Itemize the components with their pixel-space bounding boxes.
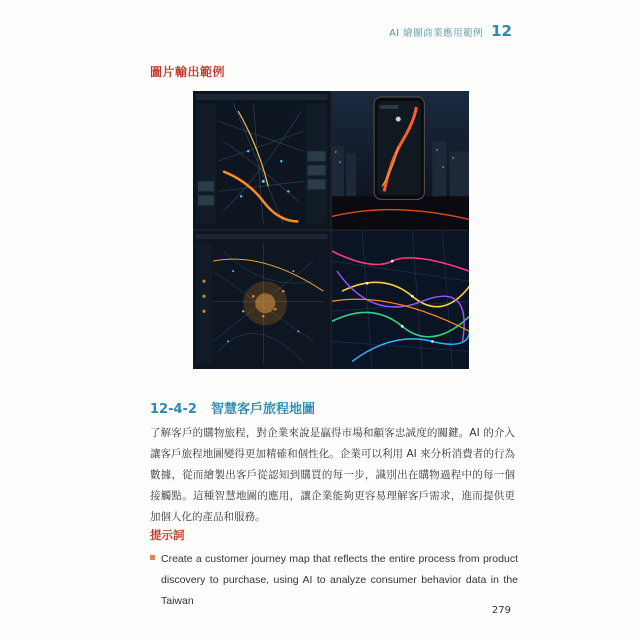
section-number: 12-4-2: [150, 402, 197, 417]
running-title: AI 繪圖商業應用範例: [389, 28, 484, 39]
section-paragraph: 了解客戶的購物旅程，對企業來說是贏得市場和顧客忠誠度的關鍵。AI 的介入讓客戶旅程地圖變得更加精確和個性化。企業可以利用 AI 來分析消費者的行為數據，從而繪製出客戶從認知到購買的每一步，識別出在購物過程中的每一個接觸點。這種智慧地圖的應用，讓企業能夠更容易理解客戶需求，進而提供更加個人化的產品和服務。: [150, 427, 515, 523]
bullet-icon: [150, 555, 155, 560]
section-heading: [150, 398, 315, 417]
running-header: [389, 22, 512, 40]
example-output-figure: [193, 91, 469, 369]
phone-map-image: [332, 91, 470, 230]
figure-section-label: 圖片輸出範例: [150, 65, 226, 79]
network-map-image: [193, 231, 331, 370]
prompt-text: Create a customer journey map that reflects the entire process from product discovery to purchase, using AI to analyze consumer behavior data in the Taiwan: [161, 553, 518, 607]
prompt-list-item: [150, 549, 518, 612]
journey-map-image: [332, 231, 470, 370]
map-dashboard-image: [193, 91, 331, 230]
chapter-number: 12: [491, 22, 512, 40]
page-number: 279: [491, 605, 511, 616]
section-title: 智慧客戶旅程地圖: [210, 402, 315, 417]
prompt-label: 提示詞: [150, 528, 185, 542]
